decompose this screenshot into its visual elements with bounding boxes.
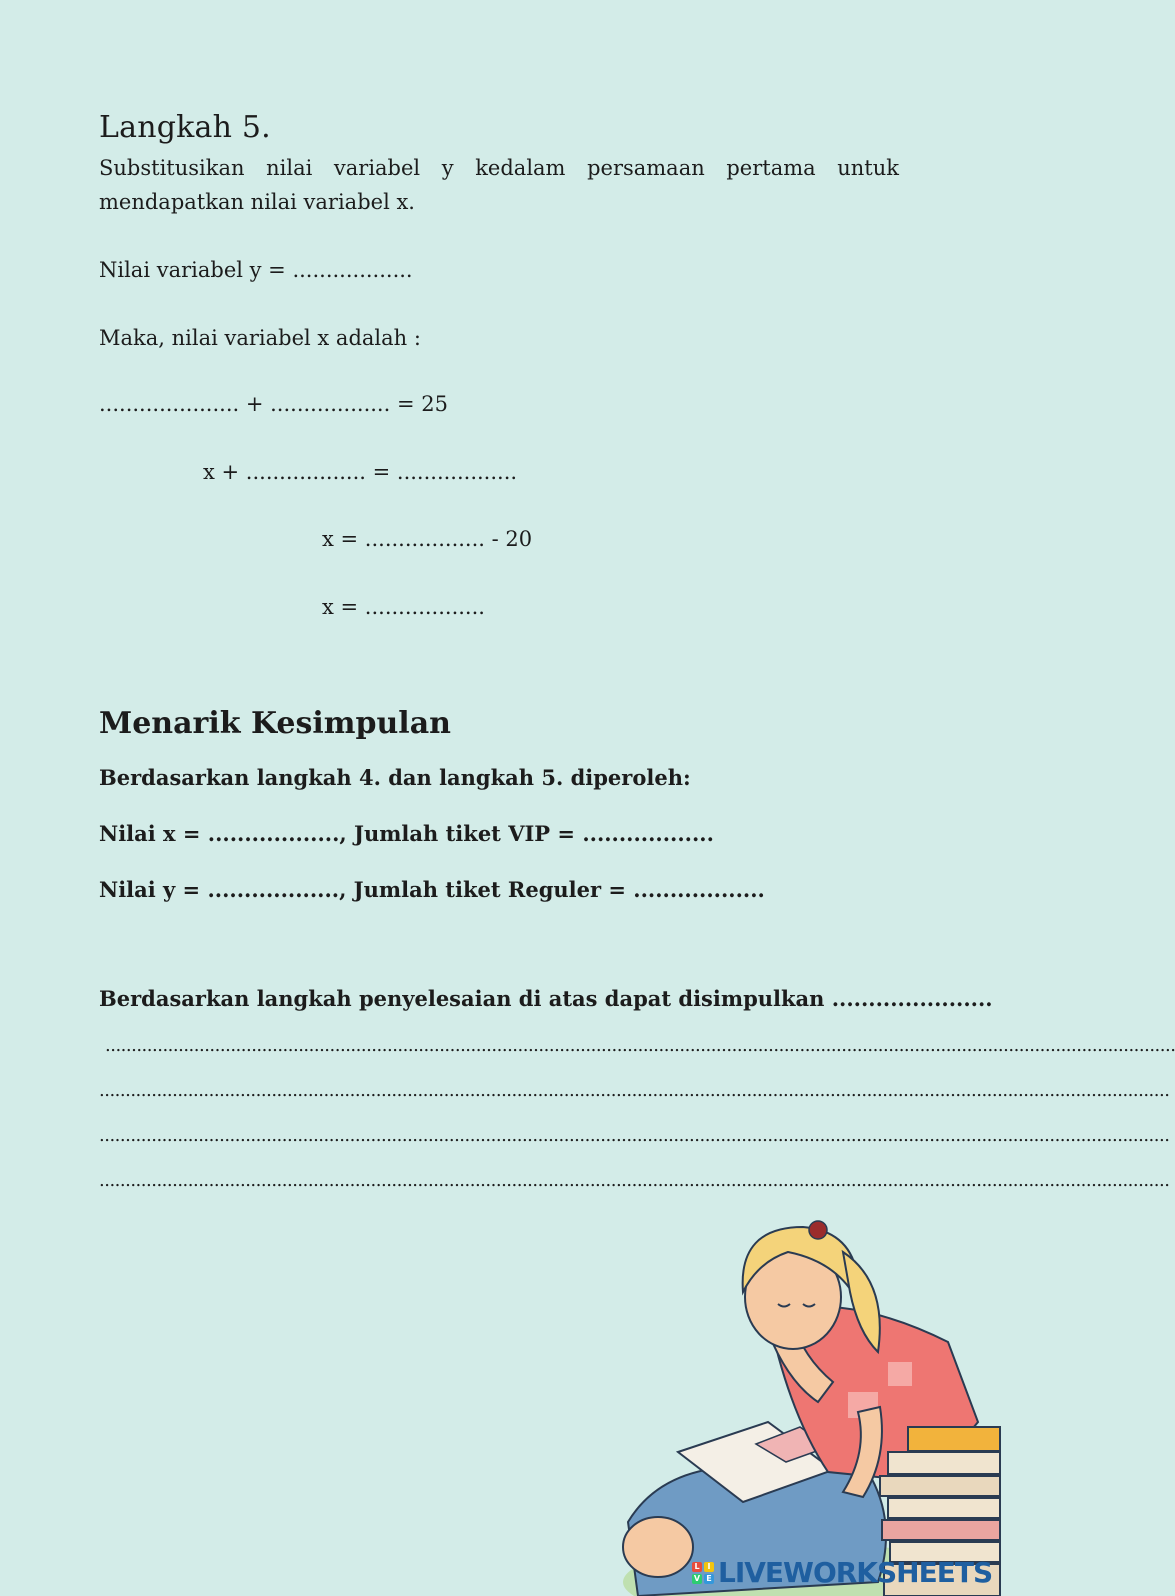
equation-line-1[interactable]: ..................... + .................. = 25 [99, 392, 448, 416]
answer-blank-2[interactable]: ............................................................................................................................................................................................................. [99, 1080, 1170, 1101]
liveworksheets-watermark [692, 1556, 992, 1589]
logo-letter-i: I [704, 1562, 714, 1572]
logo-letter-e: E [704, 1574, 714, 1584]
conclusion-title: Menarik Kesimpulan [99, 706, 451, 741]
logo-letter-l: L [692, 1562, 702, 1572]
conclusion-lead: Berdasarkan langkah 4. dan langkah 5. diperoleh: [99, 765, 691, 790]
summary-line[interactable]: Berdasarkan langkah penyelesaian di atas dapat disimpulkan ...................... [99, 986, 993, 1011]
reading-girl-illustration [618, 1222, 1000, 1596]
x-intro-text: Maka, nilai variabel x adalah : [99, 326, 421, 350]
answer-blank-4[interactable]: ............................................................................................................................................................................................................. [99, 1170, 1170, 1191]
answer-blank-3[interactable]: ............................................................................................................................................................................................................. [99, 1125, 1170, 1146]
logo-letter-v: V [693, 1573, 701, 1583]
equation-line-3[interactable]: x = .................. - 20 [322, 527, 533, 551]
x-result-line[interactable]: Nilai x = .................., Jumlah tiket VIP = .................. [99, 821, 714, 846]
step5-title: Langkah 5. [99, 110, 271, 145]
equation-line-2[interactable]: x + .................. = .................. [203, 460, 518, 484]
watermark-text: LIVEWORKSHEETS [718, 1556, 993, 1589]
step5-intro [99, 156, 899, 180]
y-value-field[interactable]: Nilai variabel y = .................. [99, 258, 413, 282]
equation-line-4[interactable]: x = .................. [322, 595, 485, 619]
step5-intro-text: Substitusikan nilai variabel y kedalam persamaan pertama untuk [99, 156, 899, 180]
answer-blank-1[interactable]: ............................................................................................................................................................................................................. [105, 1035, 1175, 1056]
y-result-line[interactable]: Nilai y = .................., Jumlah tiket Reguler = .................. [99, 877, 765, 902]
liveworksheets-logo-icon [692, 1562, 714, 1584]
step5-intro-line2: mendapatkan nilai variabel x. [99, 190, 415, 214]
